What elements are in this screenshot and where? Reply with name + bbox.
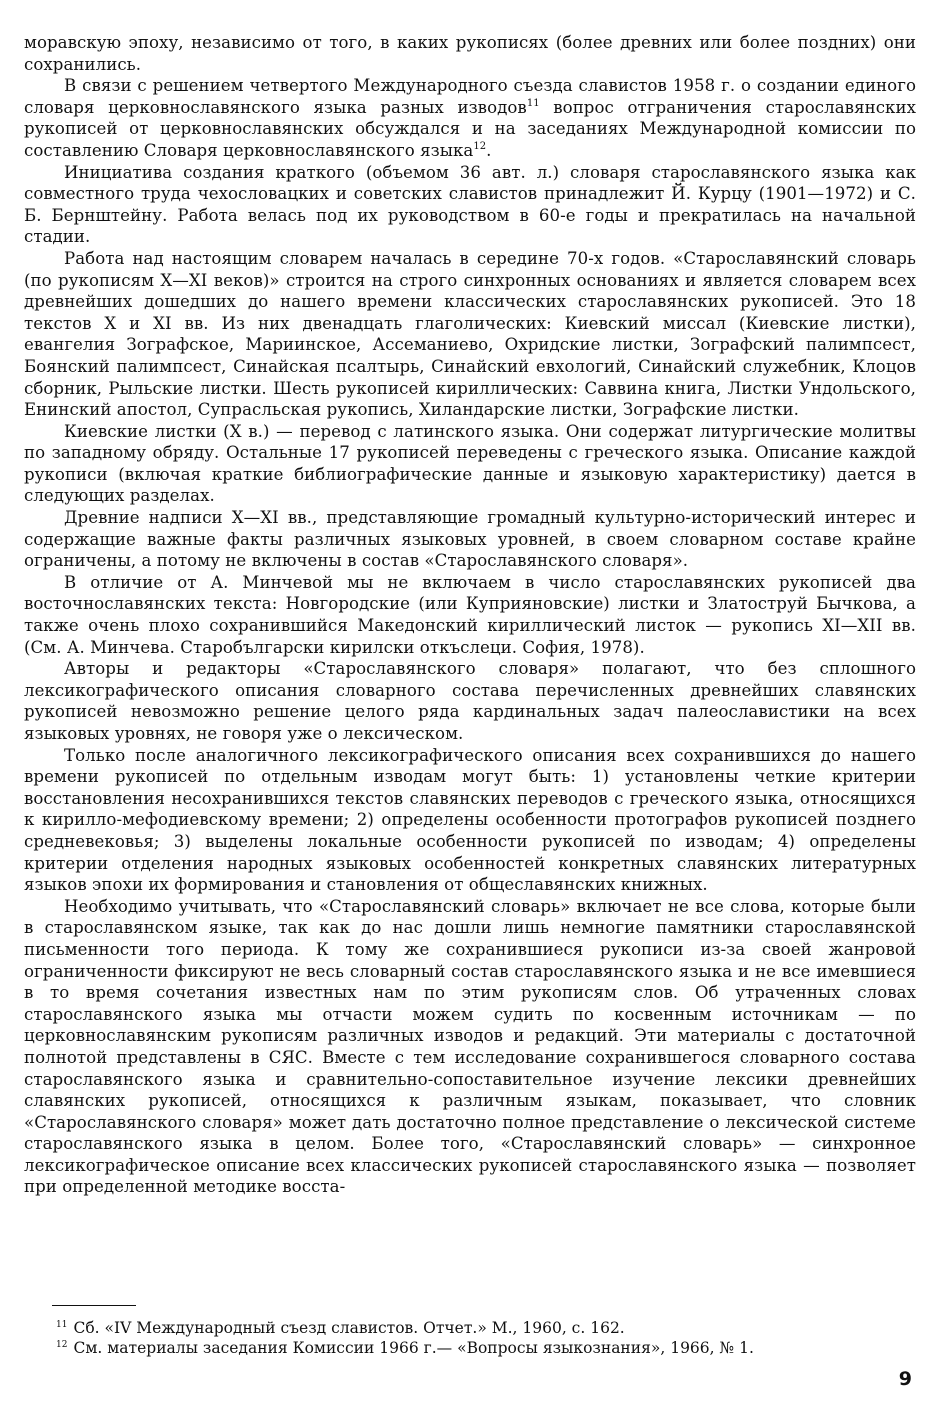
- footnote-number: 11: [56, 1320, 68, 1330]
- footnote-ref: 12: [473, 140, 487, 152]
- paragraph: Киевские листки (X в.) — перевод с латинского языка. Они содержат литургические молитвы по западному обряду. Остальные 17 рукописей переведены с греческого языка. Описание каждой рукописи (включая краткие библиографические данные и языковую характеристику) дается в следующих разделах.: [24, 421, 916, 506]
- footnote-number: 12: [56, 1340, 68, 1350]
- paragraph: Авторы и редакторы «Старославянского словаря» полагают, что без сплошного лексикографического описания словарного состава перечисленных древнейших славянских рукописей невозможно решение целого ряда кардинальных задач палеославистики на всех языковых уровнях, не говоря уже о лексическом.: [24, 659, 916, 743]
- footnotes: [56, 1318, 916, 1358]
- footnote-divider: [52, 1305, 136, 1306]
- paragraph-continuation: моравскую эпоху, независимо от того, в каких рукописях (более древних или более поздних) они сохранились.: [24, 33, 916, 74]
- paragraph-text: В связи с решением четвертого Международного съезда славистов 1958 г. о создании единого словаря церковнославянского языка разных изводов: [24, 76, 916, 117]
- paragraph: Необходимо учитывать, что «Старославянский словарь» включает не все слова, которые были в старославянском языке, так как до нас дошли лишь немногие памятники старославянской письменности того периода. К тому же сохранившиеся рукописи из-за своей жанровой ограниченности фиксируют не весь словарный состав старославянского языка и не все имевшиеся в то время сочетания известных нам по этим рукописям слов. Об утраченных словах старославянского языка мы отчасти можем судить по косвенным источникам — по церковнославянским рукописям различных изводов и редакций. Эти материалы с достаточной полнотой представлены в СЯС. Вместе с тем исследование сохранившегося словарного состава старославянского языка и сравнительно-сопоставительное изучение лексики древнейших славянских рукописей, относящихся к различным языкам, показывает, что словник «Старославянского словаря» может дать достаточно полное представление о лексической системе старославянского языка в целом. Более того, «Старославянский словарь» — синхронное лексикографическое описание всех классических рукописей старославянского языка — позволяет при определенной методике восста-: [24, 896, 916, 1197]
- footnote: [56, 1318, 916, 1338]
- paragraph: Древние надписи X—XI вв., представляющие громадный культурно-исторический интерес и содержащие важные факты различных языковых уровней, в своем словарном составе крайне ограничены, а потому не включены в состав «Старославянского словаря».: [24, 508, 916, 571]
- paragraph: [24, 75, 916, 161]
- paragraph: Только после аналогичного лексикографического описания всех сохранившихся до нашего времени рукописей по отдельным изводам могут быть: 1) установлены четкие критерии восстановления несохранившихся текстов славянских переводов с греческого языка, относящихся к кирилло-мефодиевскому времени; 2) определены особенности протографов рукописей позднего средневековья; 3) выделены локальные особенности рукописей по изводам; 4) определены критерии отделения народных языковых особенностей конкретных славянских литературных языков эпохи их формирования и становления от общеславянских книжных.: [24, 745, 916, 895]
- paragraph-text: .: [486, 140, 492, 160]
- footnote-ref: 11: [526, 97, 540, 109]
- footnote-text: Сб. «IV Международный съезд славистов. Отчет.» М., 1960, с. 162.: [73, 1319, 625, 1337]
- footnote: [56, 1338, 916, 1358]
- paragraph: В отличие от А. Минчевой мы не включаем в число старославянских рукописей два восточнославянских текста: Новгородские (или Куприяновские) листки и Златоструй Бычкова, а также очень плохо сохранившийся Македонский кириллический листок — рукопись XI—XII вв. (См. А. Минчева. Старобългарски кирилски откъслеци. София, 1978).: [24, 572, 916, 657]
- paragraph: Работа над настоящим словарем началась в середине 70-х годов. «Старославянский словарь (по рукописям X—XI веков)» строится на строго синхронных основаниях и является словарем всех древнейших дошедших до нашего времени классических старославянских рукописей. Это 18 текстов X и XI вв. Из них двенадцать глаголических: Киевский миссал (Киевские листки), евангелия Зографское, Мариинское, Ассеманиево, Охридские листки, Зографский палимпсест, Боянский палимпсест, Синайская псалтырь, Синайский евхологий, Синайский служебник, Клоцов сборник, Рыльские листки. Шесть рукописей кириллических: Саввина книга, Листки Ундольского, Енинский апостол, Супрасльская рукопись, Хиландарские листки, Зографские листки.: [24, 248, 916, 420]
- body-text: [24, 32, 916, 1198]
- footnote-text: См. материалы заседания Комиссии 1966 г.— «Вопросы языкознания», 1966, № 1.: [73, 1339, 754, 1357]
- paragraph-text: вопрос отграничения старославянских рукописей от церковнославянских обсуждался и на заседаниях Международной комиссии по составлению Словаря церковнославянского языка: [24, 97, 916, 160]
- page-number: 9: [898, 1368, 912, 1390]
- paragraph: Инициатива создания краткого (объемом 36 авт. л.) словаря старославянского языка как совместного труда чехословацких и советских славистов принадлежит Й. Курцу (1901—1972) и С. Б. Бернштейну. Работа велась под их руководством в 60-е годы и прекратилась на начальной стадии.: [24, 162, 916, 247]
